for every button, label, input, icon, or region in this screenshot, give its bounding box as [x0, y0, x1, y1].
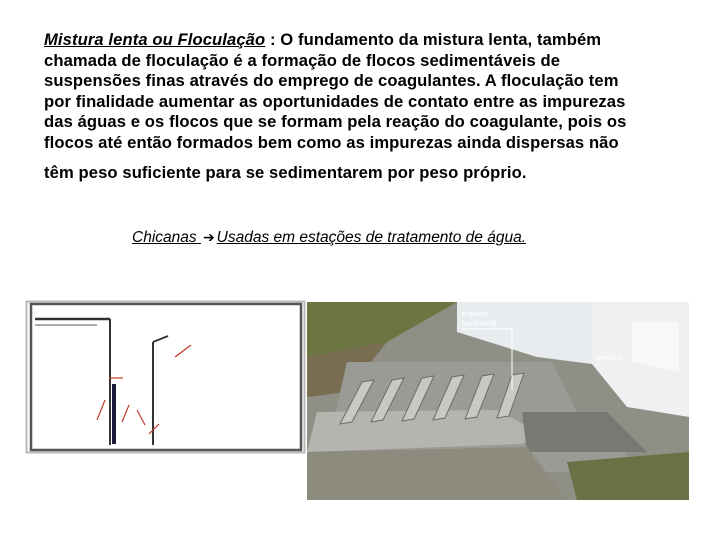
paragraph-line-4: por finalidade aumentar as oportunidades de contato entre as impurezas — [44, 91, 626, 111]
paragraph-line-6: flocos até então formados bem como as impurezas ainda dispersas não — [44, 132, 619, 152]
tank-outline — [31, 304, 301, 450]
paragraph-line-2: chamada de floculação é a formação de flocos sedimentáveis de — [44, 50, 561, 70]
space-label-2: horizontal — [462, 319, 497, 328]
ground-front — [307, 447, 567, 500]
paragraph-line-1 — [44, 30, 684, 51]
chicanas-label: Chicanas — [132, 229, 197, 246]
flocculator-photo — [307, 302, 689, 500]
right-arrow-icon: ➔ — [202, 229, 215, 245]
chicanas-description: Usadas em estações de tratamento de água. — [216, 229, 526, 246]
weir-label: vertedor — [597, 355, 623, 362]
floculation-term: Mistura lenta ou Floculação — [44, 30, 266, 49]
baffle-tank-diagram — [25, 300, 306, 454]
chicanas-caption — [132, 229, 526, 247]
floculation-paragraph — [44, 30, 684, 184]
paragraph-line-5: das águas e os flocos que se formam pela reação do coagulante, pois os — [44, 112, 627, 131]
paragraph-line-1-text: : O fundamento da mistura lenta, também — [269, 30, 602, 49]
paragraph-line-7: têm peso suficiente para se sedimentarem por peso próprio. — [44, 163, 527, 182]
space-label-1: espaço — [462, 309, 488, 318]
paragraph-line-3: suspensões finas através do emprego de coagulantes. A floculação tem — [44, 71, 619, 90]
